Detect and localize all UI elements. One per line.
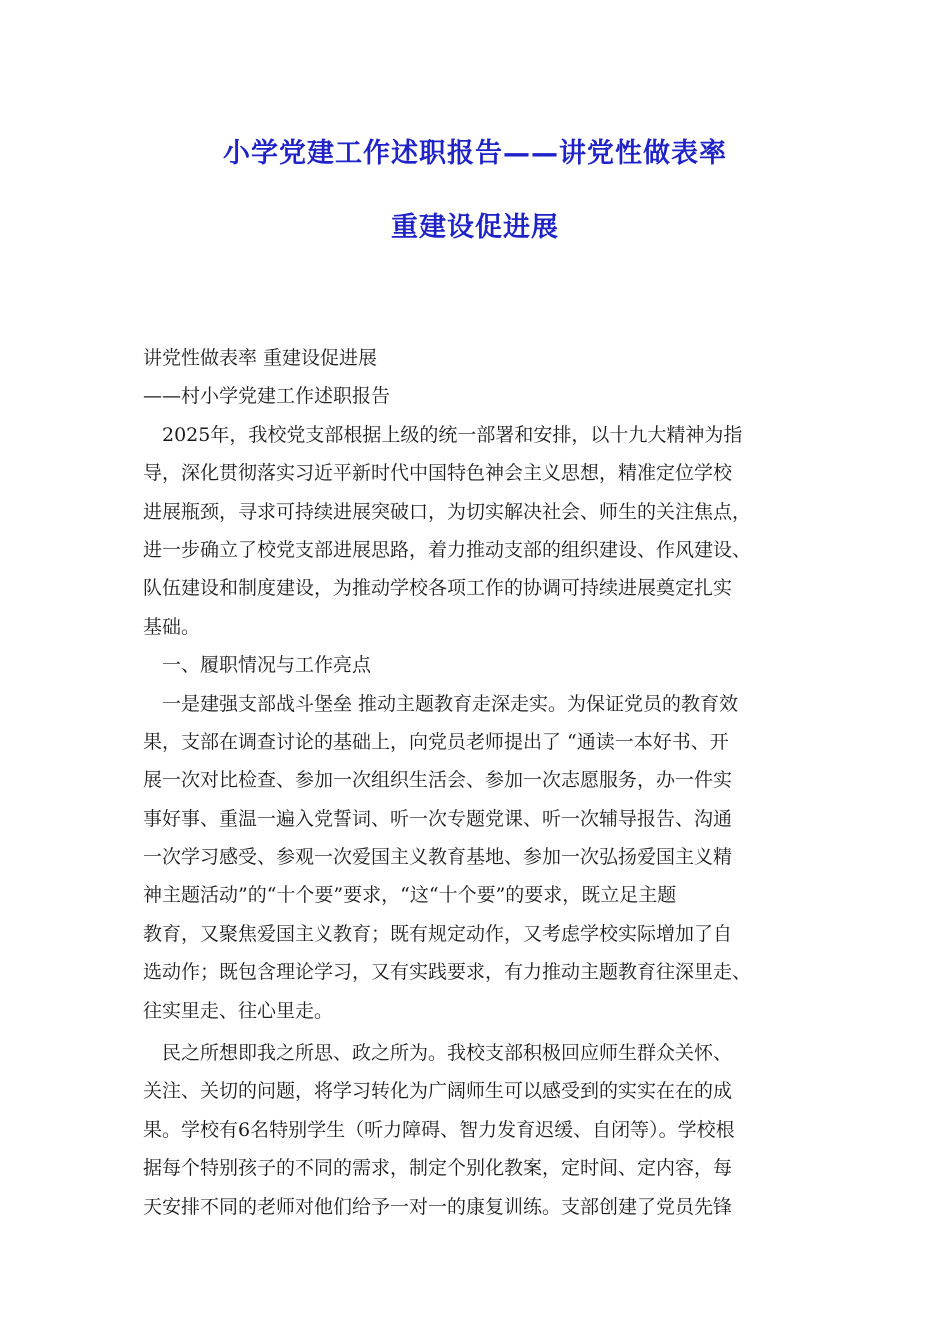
body-line: 2025年，我校党支部根据上级的统一部署和安排，以十九大精神为指 bbox=[143, 423, 743, 446]
body-line: 关注、关切的问题，将学习转化为广阔师生可以感受到的实实在在的成 bbox=[143, 1080, 733, 1103]
body-line: 果，支部在调查讨论的基础上，向党员老师提出了 “通读一本好书、开 bbox=[143, 730, 729, 753]
body-line: 进一步确立了校党支部进展思路，着力推动支部的组织建设、作风建设、 bbox=[143, 538, 752, 561]
body-line: 选动作；既包含理论学习，又有实践要求，有力推动主题教育往深里走、 bbox=[143, 961, 752, 984]
body-line: 教育，又聚焦爱国主义教育；既有规定动作，又考虑学校实际增加了自 bbox=[143, 922, 733, 945]
document-body bbox=[143, 339, 807, 1226]
body-line: 一、履职情况与工作亮点 bbox=[143, 654, 372, 677]
body-line: 一是建强支部战斗堡垒 推动主题教育走深走实。为保证党员的教育效 bbox=[143, 692, 739, 715]
body-line: 导，深化贯彻落实习近平新时代中国特色神会主义思想，精准定位学校 bbox=[143, 462, 733, 485]
body-line: 进展瓶颈，寻求可持续进展突破口，为切实解决社会、师生的关注焦点， bbox=[143, 500, 752, 523]
document-title-line-1: 小学党建工作述职报告——讲党性做表率 bbox=[223, 138, 727, 169]
document-title-line-2: 重建设促进展 bbox=[391, 212, 559, 243]
body-line: 果。学校有6名特别学生（听力障碍、智力发育迟缓、自闭等）。学校根 bbox=[143, 1118, 735, 1141]
body-line: 队伍建设和制度建设，为推动学校各项工作的协调可持续进展奠定扎实 bbox=[143, 577, 733, 600]
body-line: 展一次对比检查、参加一次组织生活会、参加一次志愿服务，办一件实 bbox=[143, 769, 733, 792]
body-line: 神主题活动”的“十个要”要求，“这“十个要”的要求，既立足主题 bbox=[143, 884, 677, 907]
body-line: ——村小学党建工作述职报告 bbox=[143, 385, 391, 408]
body-line: 往实里走、往心里走。 bbox=[143, 999, 334, 1022]
body-line: 天安排不同的老师对他们给予一对一的康复训练。支部创建了党员先锋 bbox=[143, 1195, 733, 1218]
body-line: 基础。 bbox=[143, 615, 201, 638]
body-line: 民之所想即我之所思、政之所为。我校支部积极回应师生群众关怀、 bbox=[143, 1042, 733, 1065]
body-line: 事好事、重温一遍入党誓词、听一次专题党课、听一次辅导报告、沟通 bbox=[143, 807, 733, 830]
body-line: 讲党性做表率 重建设促进展 bbox=[143, 347, 378, 369]
body-line: 一次学习感受、参观一次爱国主义教育基地、参加一次弘扬爱国主义精 bbox=[143, 846, 733, 869]
body-line: 据每个特别孩子的不同的需求，制定个别化教案，定时间、定内容，每 bbox=[143, 1157, 733, 1180]
